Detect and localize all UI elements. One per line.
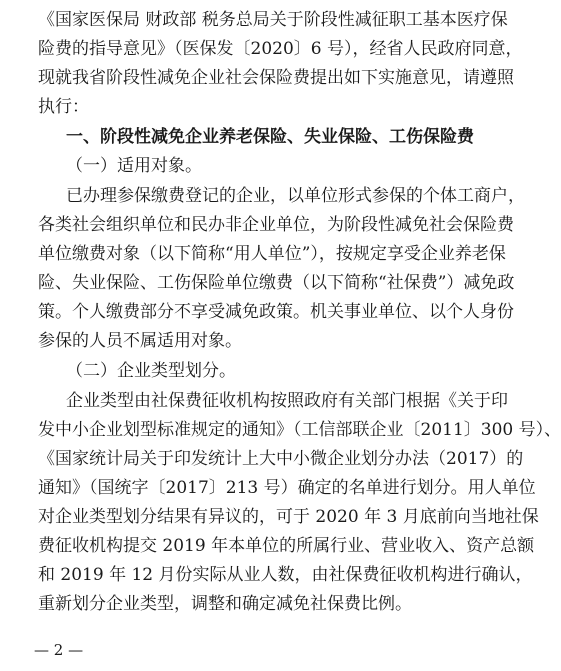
sub1-line-6: 参保的人员不属适用对象。: [38, 331, 242, 351]
page-number: — 2 —: [34, 641, 84, 659]
sub1-line-5: 策。个人缴费部分不享受减免政策。机关事业单位、以个人身份: [38, 302, 514, 322]
intro-line-4: 执行：: [38, 97, 89, 117]
section-heading-1: 一、阶段性减免企业养老保险、失业保险、工伤保险费: [66, 127, 474, 147]
intro-line-2: 险费的指导意见》（医保发〔2020〕6 号），经省人民政府同意，: [38, 39, 523, 59]
sub2-line-6: 费征收机构提交 2019 年本单位的所属行业、营业收入、资产总额: [38, 536, 535, 556]
subheading-2: （二）企业类型划分。: [66, 361, 236, 381]
sub2-line-2: 发中小企业划型标准规定的通知》（工信部联企业〔2011〕300 号）、: [38, 420, 561, 440]
sub1-line-3: 单位缴费对象（以下简称“用人单位”），按规定享受企业养老保: [38, 244, 506, 264]
sub1-line-4: 险、失业保险、工伤保险单位缴费（以下简称“社保费”）减免政: [38, 273, 515, 293]
intro-line-1: 《国家医保局 财政部 税务总局关于阶段性减征职工基本医疗保: [38, 10, 508, 30]
sub2-line-5: 对企业类型划分结果有异议的，可于 2020 年 3 月底前向当地社保: [38, 507, 539, 527]
sub2-line-1: 企业类型由社保费征收机构按照政府有关部门根据《关于印: [66, 391, 508, 411]
subheading-1: （一）适用对象。: [66, 156, 202, 176]
sub2-line-4: 通知》（国统字〔2017〕213 号）确定的名单进行划分。用人单位: [38, 478, 536, 498]
sub2-line-3: 《国家统计局关于印发统计上大中小微企业划分办法（2017）的: [38, 449, 524, 469]
sub1-line-2: 各类社会组织单位和民办非企业单位，为阶段性减免社会保险费: [38, 215, 514, 235]
sub1-line-1: 已办理参保缴费登记的企业，以单位形式参保的个体工商户，: [66, 186, 525, 206]
sub2-line-7: 和 2019 年 12 月份实际从业人数，由社保费征收机构进行确认，: [38, 565, 533, 585]
sub2-line-8: 重新划分企业类型，调整和确定减免社保费比例。: [38, 594, 412, 614]
intro-line-3: 现就我省阶段性减免企业社会保险费提出如下实施意见，请遵照: [38, 68, 514, 88]
